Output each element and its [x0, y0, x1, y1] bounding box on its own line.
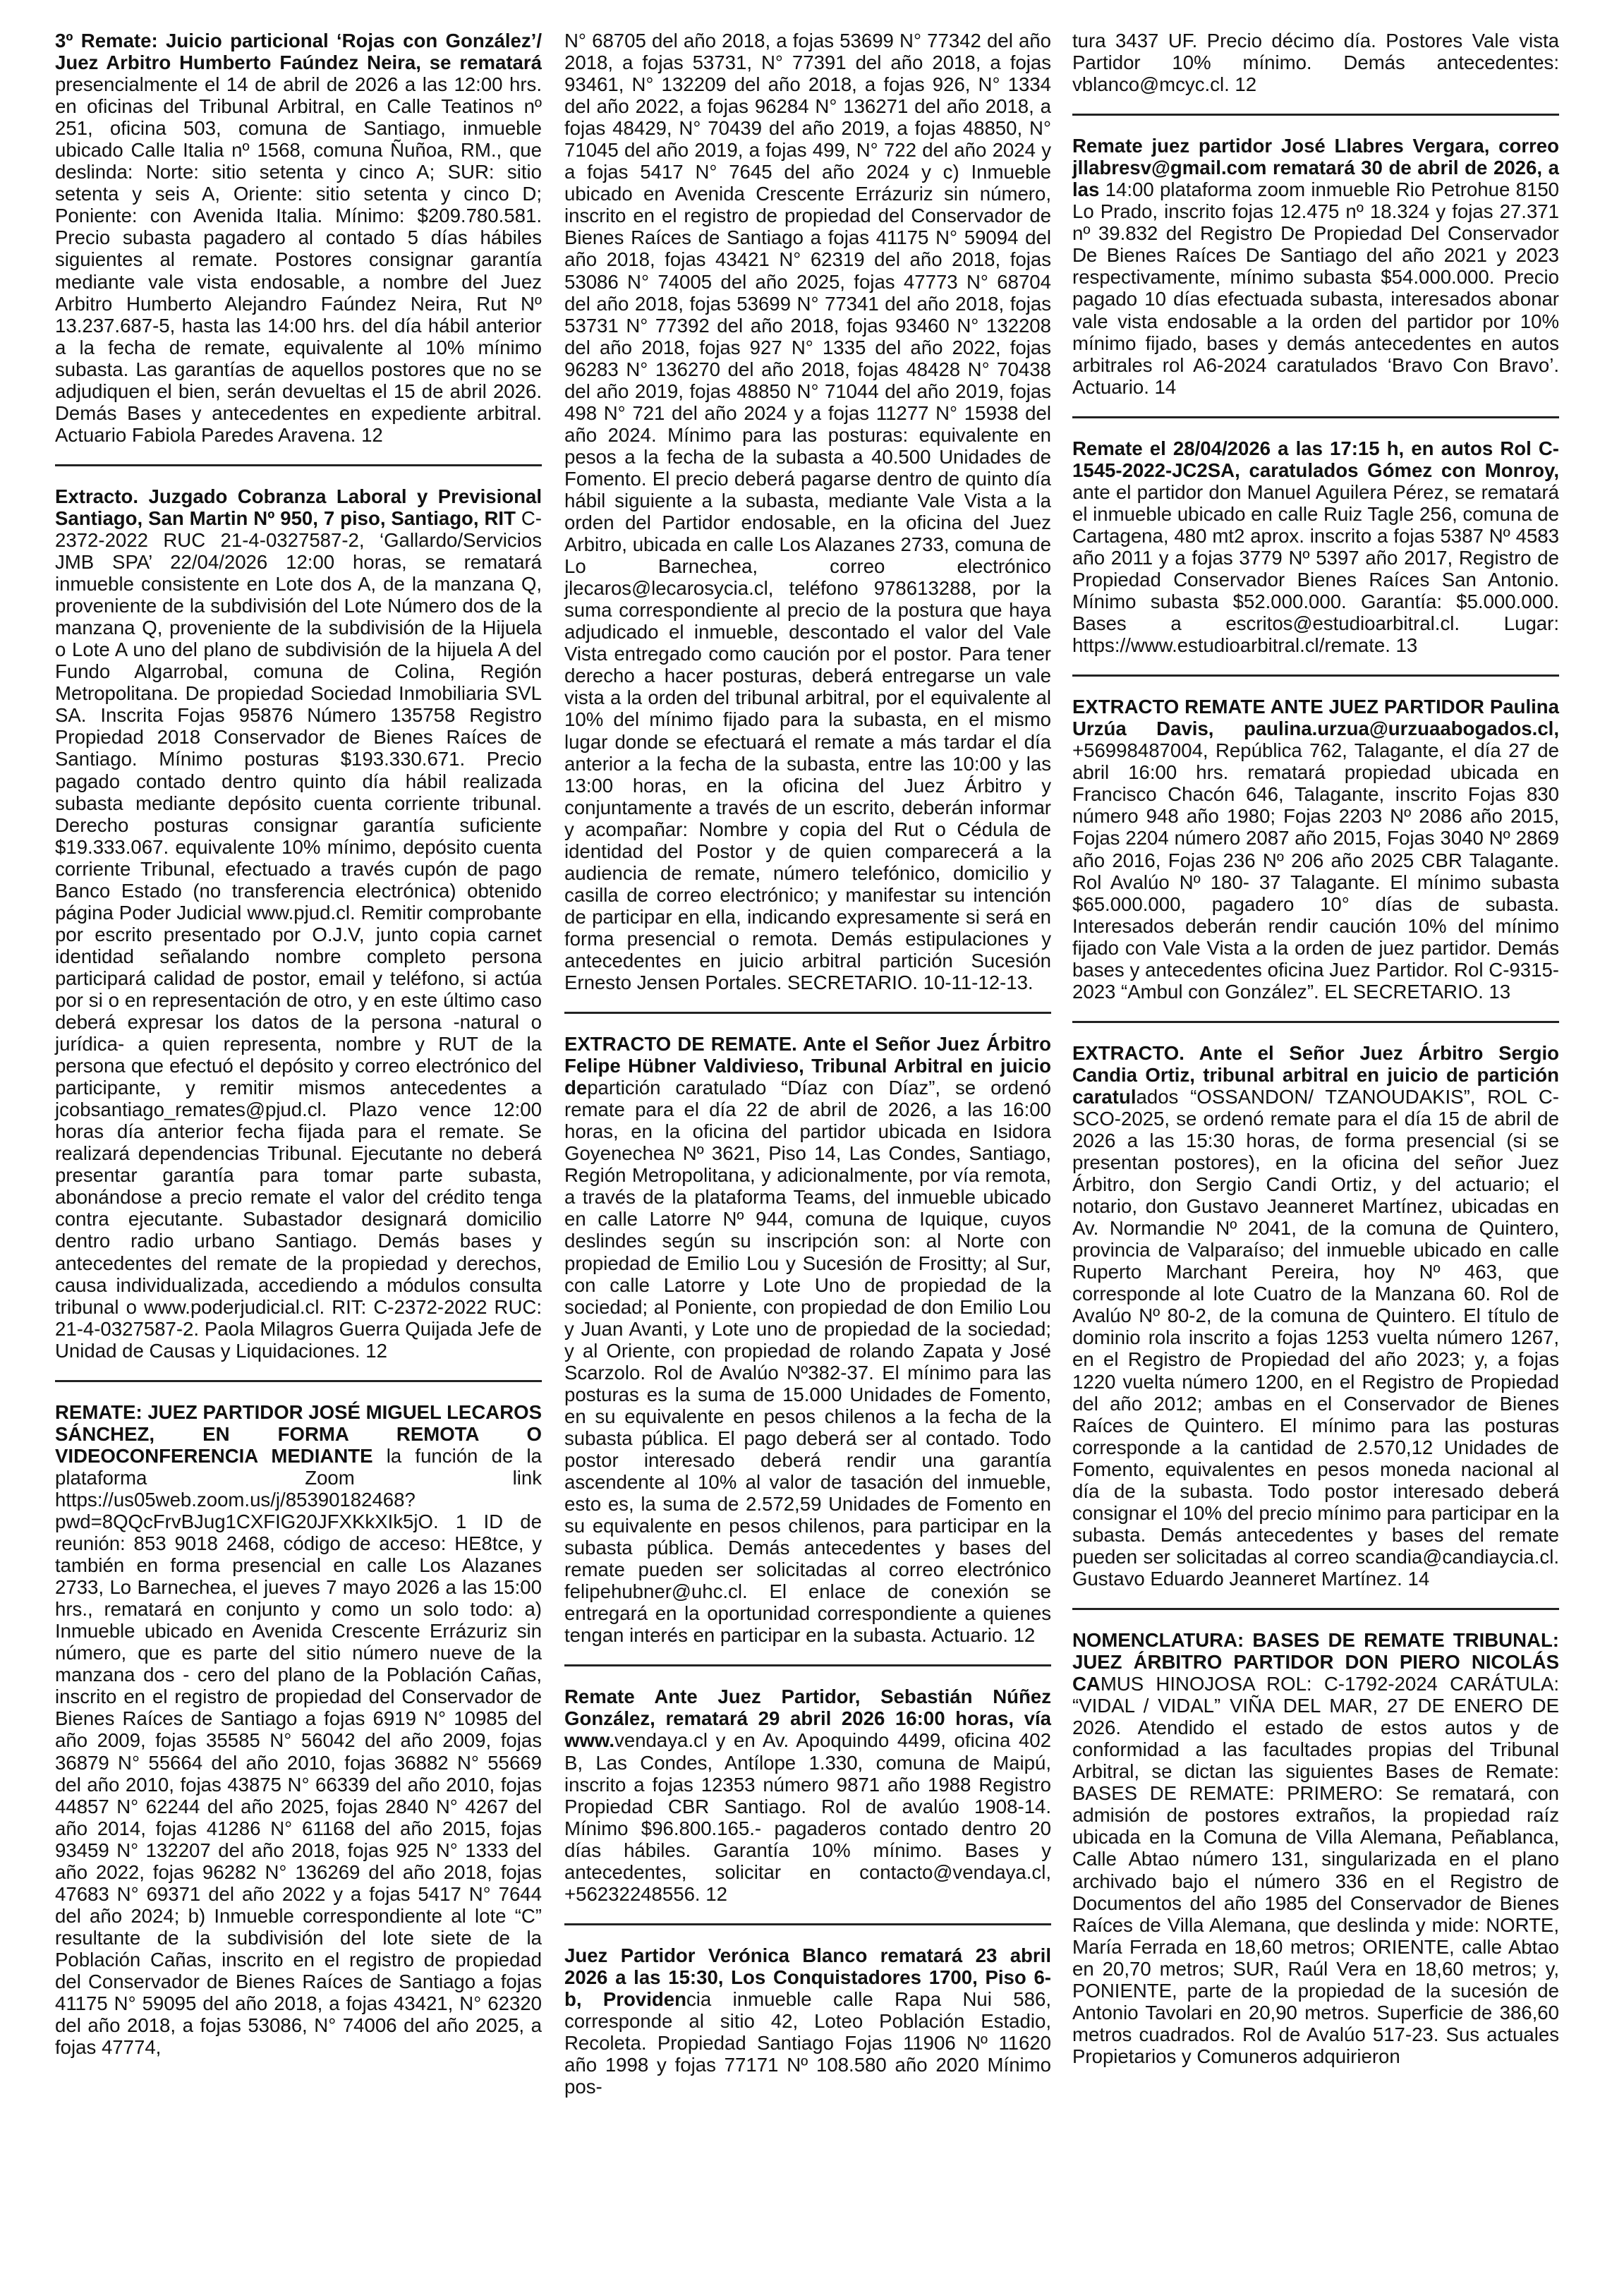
notice-heading: Remate el 28/04/2026 a las 17:15 h, en autos Rol C-1545-2022-JC2SA, caratulados Gómez con Monroy,: [1072, 437, 1559, 481]
notice-heading: EXTRACTO REMATE ANTE JUEZ PARTIDOR Paulina Urzúa Davis, paulina.urzua@urzuaabogados.cl,: [1072, 696, 1559, 740]
notice-gomez-monroy: [1072, 437, 1559, 677]
notice-candia-ortiz: [1072, 1042, 1559, 1610]
notice-body: 14:00 plataforma zoom inmueble Rio Petrohue 8150 Lo Prado, inscrito fojas 12.475 nº 18.324 y fojas 27.371 nº 39.832 del Registro De Propiedad Del Conservador De Bienes Raíces De Santiago del año 2021 y 2023 respectivamente, mínimo subasta $54.000.000. Precio pagado 10 días efectuada subasta, interesados abonar vale vista endosable a la orden del partidor por 10% mínimo fijado, bases y demás antecedentes en autos arbitrales rol A6-2024 caratulados ‘Bravo Con Bravo’. Actuario. 14: [1072, 179, 1560, 398]
notice-body: ante el partidor don Manuel Aguilera Pérez, se rematará el inmueble ubicado en calle Ruiz Tagle 256, comuna de Cartagena, 480 mt2 aprox. inscrito a fojas 5387 Nº 4583 año 2011 y a fojas 3779 Nº 5397 año 2017, Registro de Propiedad Conservador Bienes Raíces San Antonio. Mínimo subasta $52.000.000. Garantía: $5.000.000. Bases a escritos@estudioarbitral.cl. Lugar: https://www.estudioarbitral.cl/remate. 13: [1072, 480, 1559, 657]
notice-remate-rojas-gonzalez: [55, 30, 542, 466]
notice-body: ados “OSSANDON/ TZANOUDAKIS”, ROL C-SCO-2025, se ordenó remate para el día 15 de abril de 2026 a las 15:30 horas, de forma presencial (si se presentan postores), en la oficina del señor Juez Árbitro, don Sergio Candi Ortiz, y del actuario; el notario, don Gustavo Jeanneret Martínez, ubicadas en Av. Normandie Nº 2041, de la comuna de Quintero, provincia de Valparaíso; del inmueble ubicado en calle Ruperto Marchant Pereira, hoy Nº 463, que corresponde al lote Cuatro de la Manzana 60. Rol de Avalúo Nº 80-2, de la comuna de Quintero. El título de dominio rola inscrito a fojas 1253 vuelta número 1267, en el Registro de Propiedad del año 2023; y, a fojas 1220 vuelta número 1200, en el Registro de Propiedad del año 2012; ambas en el Conservador de Bienes Raíces de Quintero. El mínimo para las posturas corresponde a la cantidad de 2.570,12 Unidades de Fomento, equivalentes en pesos moneda nacional al día de la subasta. Todo postor interesado deberá consignar el 10% del precio mínimo para participar en la subasta. Demás antecedentes y bases del remate pueden ser solicitadas al correo scandia@candiaycia.cl. Gustavo Eduardo Jeanneret Martínez. 14: [1072, 1085, 1559, 1590]
notice-lecaros-sanchez: [55, 1401, 542, 2076]
notice-body: C-2372-2022 RUC 21-4-0327587-2, ‘Gallardo/Servicios JMB SPA’ 22/04/2026 12:00 horas, se rematará inmueble consistente en Lote dos A, de la manzana Q, proveniente de la subdivisión del Lote Número dos de la manzana Q, proveniente de la subdivisión de la Hijuela o Lote A uno del plano de subdivisión de la hijuela A del Fundo Algarrobal, comuna de Colina, Región Metropolitana. De propiedad Sociedad Inmobiliaria SVL SA. Inscrita Fojas 95876 Número 135758 Registro Propiedad 2018 Conservador de Bienes Raíces de Santiago. Mínimo posturas $193.330.671. Precio pagado contado dentro quinto día hábil realizada subasta mediante depósito cuenta corriente tribunal. Derecho posturas consignar garantía suficiente $19.333.067. equivalente 10% mínimo, depósito cuenta corriente Tribunal, efectuado a través cupón de pago Banco Estado (no transferencia electrónica) obtenido página Poder Judicial www.pjud.cl. Remitir comprobante por escrito presentado por O.J.V, junto copia carnet identidad señalando nombre completo persona participará calidad de postor, email y teléfono, si actúa por si o en representación de otro, y en este último caso deberá expresar los datos de la persona -natural o jurídica- a quien representa, nombre y RUT de la persona que efectuó el depósito y correo electrónico del participante, y remitir mismos antecedentes a jcobsantiago_remates@pjud.cl. Plazo vence 12:00 horas día anterior fecha fijada para el remate. Se realizará dependencias Tribunal. Ejecutante no deberá presentar garantía para tomar parte subasta, abonándose a precio remate el valor del crédito tenga contra ejecutante. Subastador designará domicilio dentro radio urbano Santiago. Demás bases y antecedentes del remate de la propiedad y derechos, causa individualizada, accediendo a módulos consulta tribunal o www.poderjudicial.cl. RIT: C-2372-2022 RUC: 21-4-0327587-2. Paola Milagros Guerra Quijada Jefe de Unidad de Causas y Liquidaciones. 12: [55, 507, 542, 1362]
notice-heading: Juez Partidor Verónica Blanco rematará 23 abril 2026 a las 15:30, Los Conquistadores 1700, Piso 6-b, Providen: [564, 1944, 1051, 2010]
notice-body: presencialmente el 14 de abril de 2026 a las 12:00 hrs. en oficinas del Tribunal Arbitral, en Calle Teatinos nº 251, oficina 503, comuna de Santiago, inmueble ubicado Calle Italia nº 1568, comuna Ñuñoa, RM., que deslinda: Norte: sitio setenta y cinco A; SUR: sitio setenta y seis A, Oriente: sitio setenta y cinco D; Poniente: con Avenida Italia. Mínimo: $209.780.581. Precio subasta pagadero al contado 5 días hábiles siguientes al remate. Postores consignar garantía mediante vale vista endosable, a nombre del Juez Arbitro Humberto Alejandro Faúndez Neira, Rut Nº 13.237.687-5, hasta las 14:00 hrs. del día hábil anterior a la fecha de remate, equivalente al 10% mínimo subasta. Las garantías de aquellos postores que no se adjudiquen el bien, serán devueltas el 15 de abril 2026. Demás Bases y antecedentes en expediente arbitral. Actuario Fabiola Paredes Aravena. 12: [55, 73, 542, 446]
notice-heading: REMATE: JUEZ PARTIDOR JOSÉ MIGUEL LECAROS SÁNCHEZ, EN FORMA REMOTA O VIDEOCONFERENCIA MEDIANTE: [55, 1400, 542, 1467]
notice-heading: Remate juez partidor José Llabres Vergara, correo jllabresv@gmail.com rematará 30 de abril de 2026, a las: [1072, 135, 1559, 201]
column-1: [55, 30, 542, 2095]
notice-body: partición caratulado “Díaz con Díaz”, se ordenó remate para el día 22 de abril de 2026, a las 16:00 horas, en la oficina del partidor ubicada en Isidora Goyenechea Nº 3621, Piso 14, Las Condes, Santiago, Región Metropolitana, y adicionalmente, por vía remota, a través de la plataforma Teams, del inmueble ubicado en calle Latorre Nº 944, comuna de Iquique, cuyos deslindes según su inscripción son: al Norte con propiedad de Emilio Lou y Sucesión de Frositty; al Sur, con calle Latorre y Lote Uno de propiedad de la sociedad; al Poniente, con propiedad de don Emilio Lou y Juan Avanti, y Lote uno de propiedad de la sociedad; y al Oriente, con propiedad de rolando Zapata y José Scarzolo. Rol de Avalúo Nº382-37. El mínimo para las posturas es la suma de 15.000 Unidades de Fomento, en su equivalente en pesos chilenos a la fecha de la subasta pública. El pago deberá ser al contado. Todo postor interesado deberá rendir una garantía ascendente al 10% al valor de tasación del inmueble, esto es, la suma de 2.572,59 Unidades de Fomento en su equivalente en pesos chilenos, para participar en la subasta pública. Demás antecedentes y bases del remate pueden ser solicitadas al correo electrónico felipehubner@uhc.cl. El enlace de conexión se entregará en la oportunidad correspondiente a quienes tengan interés en participar en la subasta. Actuario. 12: [564, 1077, 1051, 1647]
notice-camus-hinojosa: [1072, 1629, 1559, 2086]
notice-llabres-vergara: [1072, 135, 1559, 418]
notice-juzgado-cobranza: [55, 485, 542, 1382]
notice-body: la función de la plataforma Zoom link https://us05web.zoom.us/j/85390182468?pwd=8QQcFrvBJug1CXFIG20JFXKkXIk5jO. 1 ID de reunión: 853 9018 2468, código de acceso: HE8tce, y también en forma presencial en calle Los Alazanes 2733, Lo Barnechea, el jueves 7 mayo 2026 a las 15:00 hrs., rematará en conjunto y como un solo todo: a) Inmueble ubicado en Avenida Crescente Errázuriz sin número, que es parte del sitio número nueve de la manzana dos - cero del plano de la Población Cañas, inscrito en el registro de propiedad del Conservador de Bienes Raíces de Santiago a fojas 6919 N° 10985 del año 2009, fojas 35585 N° 56042 del año 2009, fojas 36879 N° 55664 del año 2010, fojas 36882 N° 55669 del año 2010, fojas 43875 N° 66339 del año 2010, fojas 44857 N° 62244 del año 2025, fojas 2840 N° 4267 del año 2014, fojas 41286 N° 61168 del año 2015, fojas 93459 N° 132207 del año 2018, fojas 925 N° 1333 del año 2022, fojas 96282 N° 136269 del año 2018, fojas 47683 N° 69371 del año 2022 y a fojas 5417 N° 7644 del año 2024; b) Inmueble correspondiente al lote “C” resultante de la subdivisión del lote siete de la Población Cañas, inscrito en el registro de propiedad del Conservador de Bienes Raíces de Santiago a fojas 41175 N° 59095 del año 2018, a fojas 43421, N° 62320 del año 2018, a fojas 53086, N° 74006 del año 2025, a fojas 47774,: [55, 1444, 542, 2059]
notice-veronica-blanco: [564, 1944, 1051, 2116]
notice-heading: NOMENCLATURA: BASES DE REMATE TRIBUNAL: JUEZ ÁRBITRO PARTIDOR DON PIERO NICOLÁS CA: [1072, 1629, 1559, 1695]
notice-body: tura 3437 UF. Precio décimo día. Postores Vale vista Partidor 10% mínimo. Demás antecedentes: vblanco@mcyc.cl. 12: [1072, 30, 1559, 96]
notice-body: cia inmueble calle Rapa Nui 586, corresponde al sitio 42, Loteo Población Estadio, Recoleta. Propiedad Santiago Fojas 11906 Nº 11620 año 1998 y fojas 77171 Nº 108.580 año 2020 Mínimo pos-: [564, 1987, 1051, 2098]
notice-heading: EXTRACTO DE REMATE. Ante el Señor Juez Árbitro Felipe Hübner Valdivieso, Tribunal Arbitral en juicio de: [564, 1033, 1051, 1099]
notice-heading: EXTRACTO. Ante el Señor Juez Árbitro Sergio Candia Ortiz, tribunal arbitral en juicio de partición caratul: [1072, 1041, 1559, 1108]
notice-lecaros-continued: [564, 30, 1051, 1014]
notice-nunez-gonzalez: [564, 1686, 1051, 1925]
notice-hubner-diaz: [564, 1033, 1051, 1666]
column-3: [1072, 30, 1559, 2105]
column-2: [564, 30, 1051, 2135]
notice-body: N° 68705 del año 2018, a fojas 53699 N° 77342 del año 2018, a fojas 53731, N° 77391 del año 2018, a fojas 93461, N° 132209 del año 2018, a fojas 926, N° 1334 del año 2022, a fojas 96284 N° 136271 del año 2018, a fojas 48429, N° 70439 del año 2019, a fojas 48850, N° 71045 del año 2019, a fojas 499, N° 722 del año 2024 y a fojas 5417 N° 7645 del año 2024 y c) Inmueble ubicado en Avenida Crescente Errázuriz sin número, inscrito en el registro de propiedad del Conservador de Bienes Raíces de Santiago a fojas 41175 N° 59094 del año 2018, fojas 43421 N° 62319 del año 2018, fojas 53086 N° 74005 del año 2025, fojas 47773 N° 68704 del año 2018, fojas 53699 N° 77341 del año 2018, fojas 53731 N° 77392 del año 2018, fojas 93460 N° 132208 del año 2018, fojas 927 N° 1335 del año 2022, fojas 96283 N° 136270 del año 2018, fojas 48428 N° 70438 del año 2019, fojas 48850 N° 71044 del año 2019, fojas 498 N° 721 del año 2024 y a fojas 11277 N° 15938 del año 2024. Mínimo para las posturas: equivalente en pesos a la fecha de la subasta a 40.500 Unidades de Fomento. El precio deberá pagarse dentro de quinto día hábil siguiente a la subasta, mediante Vale Vista a la orden del Partidor endosable, en la oficina del Juez Arbitro, ubicada en calle Los Alazanes 2733, comuna de Lo Barnechea, correo electrónico jlecaros@lecarosycia.cl, teléfono 978613288, por la suma correspondiente al precio de la postura que haya adjudicado el inmueble, descontado el valor del Vale Vista entregado como caución por el postor. Para tener derecho a hacer posturas, deberá entregarse un vale vista a la orden del tribunal arbitral, por el equivalente al 10% del mínimo fijado para la subasta, en el mismo lugar donde se efectuará el remate a más tardar el día anterior a la fecha de la subasta, entre las 10:00 y las 13:00 horas, en la oficina del Juez Árbitro y conjuntamente a través de un escrito, deberán informar y acompañar: Nombre y copia del Rut o Cédula de identidad del Postor y de quien comparecerá a la audiencia de remate, número telefónico, domicilio y casilla de correo electrónico; y manifestar su intención de participar en ella, indicando expresamente si será en forma presencial o remota. Demás estipulaciones y antecedentes en juicio arbitral partición Sucesión Ernesto Jensen Portales. SECRETARIO. 10-11-12-13.: [564, 30, 1051, 994]
notice-body: +56998487004, República 762, Talagante, el día 27 de abril 16:00 hrs. rematará propiedad ubicada en Francisco Chacón 646, Talagante, inscrito Fojas 830 número 948 año 1980; Fojas 2203 Nº 2086 año 2015, Fojas 2204 número 2087 año 2015, Fojas 3040 Nº 2869 año 2016, Fojas 236 Nº 206 año 2025 CBR Talagante. Rol Avalúo Nº 180- 37 Talagante. El mínimo subasta $65.000.000, pagadero 10° días de subasta. Interesados deberán rendir caución 10% del mínimo fijado con Vale Vista a la orden de juez partidor. Demás bases y antecedentes oficina Juez Partidor. Rol C-9315-2023 “Ambul con González”. EL SECRETARIO. 13: [1072, 739, 1559, 1003]
notice-heading: 3º Remate: Juicio particional ‘Rojas con González’/ Juez Arbitro Humberto Faúndez Neira, se rematará: [55, 30, 542, 74]
notice-urzua-davis: [1072, 696, 1559, 1023]
notice-body: vendaya.cl y en Av. Apoquindo 4499, oficina 402 B, Las Condes, Antílope 1.330, comuna de Maipú, inscrito a fojas 12353 número 9871 año 1988 Registro Propiedad CBR Santiago. Rol de avalúo 1908-14. Mínimo $96.800.165.- pagaderos contado dentro 20 días hábiles. Garantía 10% mínimo. Bases y antecedentes, solicitar en contacto@vendaya.cl, +56232248556. 12: [564, 1729, 1051, 1905]
notice-heading: Extracto. Juzgado Cobranza Laboral y Previsional Santiago, San Martin Nº 950, 7 piso, Santiago, RIT: [55, 485, 542, 529]
notice-body: MUS HINOJOSA ROL: C-1792-2024 CARÁTULA: “VIDAL / VIDAL” VIÑA DEL MAR, 27 DE ENERO DE 2026. Atendido el estado de estos autos y de conformidad a las facultades propias del Tribunal Arbitral, se dictan las siguientes Bases de Remate: BASES DE REMATE: PRIMERO: Se rematará, con admisión de postores extraños, la propiedad raíz ubicada en la Comuna de Villa Alemana, Peñablanca, Calle Abtao número 131, singularizada en el plano archivado bajo el número 336 en el Registro de Documentos del año 1985 del Conservador de Bienes Raíces de Villa Alemana, que deslinda y mide: NORTE, María Ferrada en 18,60 metros; ORIENTE, calle Abtao en 20,70 metros; SUR, Raúl Vera en 18,60 metros; y, PONIENTE, parte de la propiedad de la sucesión de Antonio Tavolari en 20,90 metros. Superficie de 386,60 metros cuadrados. Rol de Avalúo 517-23. Sus actuales Propietarios y Comuneros adquirieron: [1072, 1673, 1559, 2067]
notice-heading: Remate Ante Juez Partidor, Sebastián Núñez González, rematará 29 abril 2026 16:00 horas, vía www.: [564, 1686, 1051, 1752]
notice-blanco-continued: [1072, 30, 1559, 116]
